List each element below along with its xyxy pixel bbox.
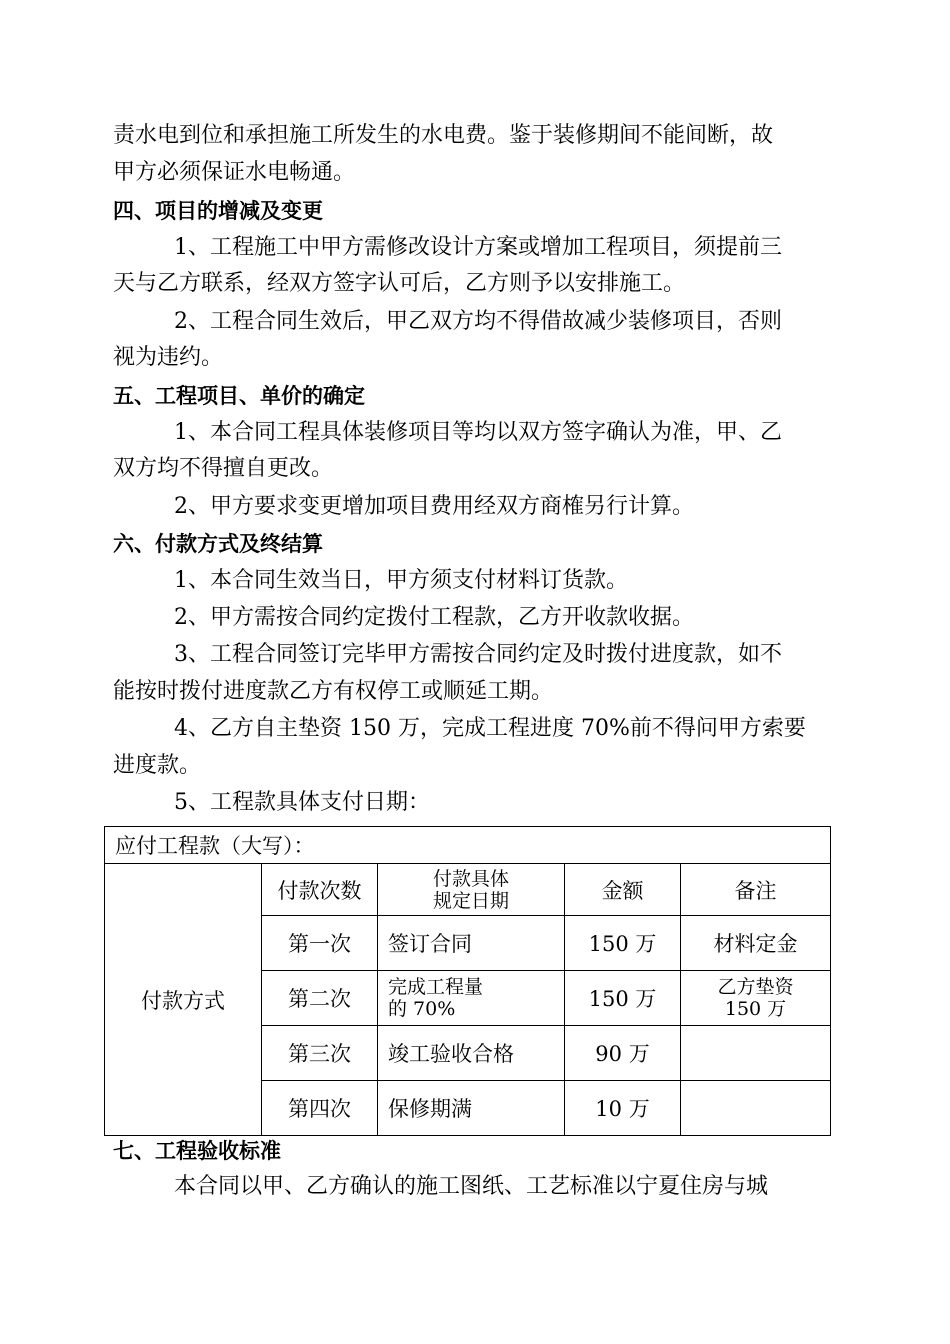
note-cell [681,1081,831,1136]
body-text-line: 3、工程合同签订完毕甲方需按合同约定及时拨付进度款，如不 [174,642,782,667]
body-text-line: 能按时拨付进度款乙方有权停工或顺延工期。 [113,679,554,704]
section-heading-4: 四、项目的增减及变更 [113,199,323,223]
body-text-line: 本合同以甲、乙方确认的施工图纸、工艺标准以宁夏住房与城 [174,1174,769,1199]
note-cell-line2: 150 万 [724,998,787,1020]
times-cell: 第四次 [262,1081,378,1136]
date-cell-line2: 的 70% [388,998,456,1020]
body-text-line: 2、甲方需按合同约定拨付工程款，乙方开收款收据。 [174,605,694,630]
body-text-line: 5、工程款具体支付日期： [174,790,430,815]
header-amount: 金额 [565,864,681,916]
header-date-line2: 规定日期 [432,889,509,912]
section-heading-5: 五、工程项目、单价的确定 [113,384,365,408]
body-text-line: 4、乙方自主垫资 150 万，完成工程进度 70%前不得问甲方索要 [174,716,806,741]
date-cell: 签订合同 [378,916,565,971]
section-heading-6: 六、付款方式及终结算 [113,532,323,556]
payment-method-label: 付款方式 [105,864,262,1136]
body-text-line: 进度款。 [113,753,202,778]
times-cell: 第二次 [262,971,378,1026]
header-date [378,864,565,916]
times-cell: 第一次 [262,916,378,971]
header-times: 付款次数 [262,864,378,916]
body-text-line: 视为违约。 [113,345,224,370]
note-cell [681,1026,831,1081]
times-cell: 第三次 [262,1026,378,1081]
body-text-line: 责水电到位和承担施工所发生的水电费。鉴于装修期间不能间断，故 [113,123,774,148]
section-heading-7: 七、工程验收标准 [113,1139,281,1163]
body-text-line: 双方均不得擅自更改。 [113,456,334,481]
note-cell-line1: 乙方垫资 [717,976,794,998]
note-cell: 材料定金 [681,916,831,971]
header-note: 备注 [681,864,831,916]
date-cell-line1: 完成工程量 [388,976,484,998]
body-text-line: 1、本合同生效当日，甲方须支付材料订货款。 [174,568,628,593]
note-cell [681,971,831,1026]
body-text-line: 2、甲方要求变更增加项目费用经双方商榷另行计算。 [174,494,694,519]
date-cell: 竣工验收合格 [378,1026,565,1081]
body-text-line: 2、工程合同生效后，甲乙双方均不得借故减少装修项目，否则 [174,309,782,334]
payment-schedule-table [104,826,831,1136]
body-text-line: 1、本合同工程具体装修项目等均以双方签字确认为准，甲、乙 [174,420,782,445]
amount-cell: 10 万 [565,1081,681,1136]
amount-cell: 90 万 [565,1026,681,1081]
body-text-line: 天与乙方联系，经双方签字认可后，乙方则予以安排施工。 [113,271,686,296]
amount-cell: 150 万 [565,916,681,971]
amount-cell: 150 万 [565,971,681,1026]
body-text-line: 甲方必须保证水电畅通。 [113,160,356,185]
header-date-line1: 付款具体 [432,867,509,890]
body-text-line: 1、工程施工中甲方需修改设计方案或增加工程项目，须提前三 [174,235,782,260]
date-cell: 保修期满 [378,1081,565,1136]
table-title: 应付工程款（大写）： [105,827,831,864]
date-cell [378,971,565,1026]
